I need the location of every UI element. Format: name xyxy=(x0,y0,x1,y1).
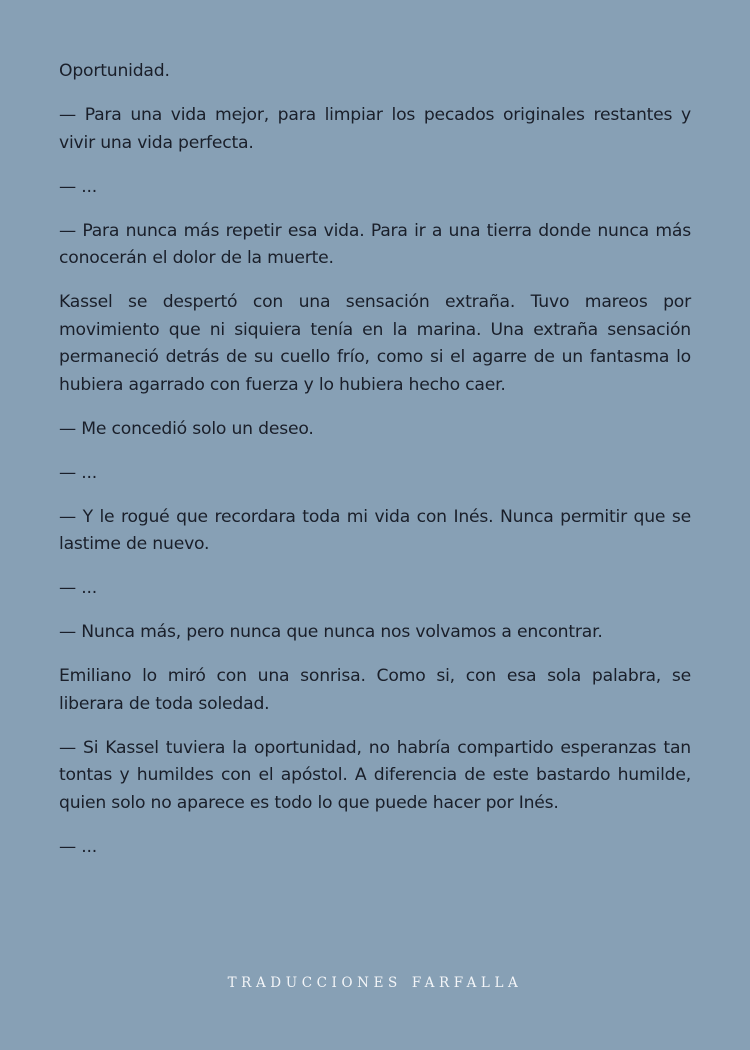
paragraph: — Para nunca más repetir esa vida. Para ir a una tierra donde nunca más conocerán el dolor de la muerte. xyxy=(59,220,691,268)
paragraph: — ... xyxy=(59,578,98,598)
paragraph: — Me concedió solo un deseo. xyxy=(59,418,314,439)
paragraph: — Para una vida mejor, para limpiar los pecados originales restantes y vivir una vida perfecta. xyxy=(59,105,691,153)
footer-word-1: TRADUCCIONES xyxy=(227,975,402,991)
paragraph: — ... xyxy=(59,462,98,483)
footer-word-2: FARFALLA xyxy=(411,975,523,991)
paragraph: Kassel se despertó con una sensación extraña. Tuvo mareos por movimiento que ni siquiera tenía en la marina. Una extraña sensación permaneció detrás de su cuello frío, como si el agarre de un fantasma lo hubiera agarrado con fuerza y lo hubiera hecho caer. xyxy=(59,292,691,395)
footer-credit xyxy=(0,975,750,991)
paragraph: — ... xyxy=(59,176,98,197)
document-body xyxy=(59,58,691,878)
paragraph: — Nunca más, pero nunca que nunca nos volvamos a encontrar. xyxy=(59,622,603,642)
paragraph: Oportunidad. xyxy=(59,61,170,81)
paragraph: — Si Kassel tuviera la oportunidad, no habría compartido esperanzas tan tontas y humildes con el apóstol. A diferencia de este bastardo humilde, quien solo no aparece es todo lo que puede hacer por Inés. xyxy=(59,737,691,813)
paragraph: — Y le rogué que recordara toda mi vida con Inés. Nunca permitir que se lastime de nuevo. xyxy=(59,506,691,554)
paragraph: — ... xyxy=(59,836,98,857)
paragraph: Emiliano lo miró con una sonrisa. Como si, con esa sola palabra, se liberara de toda soledad. xyxy=(59,666,691,714)
